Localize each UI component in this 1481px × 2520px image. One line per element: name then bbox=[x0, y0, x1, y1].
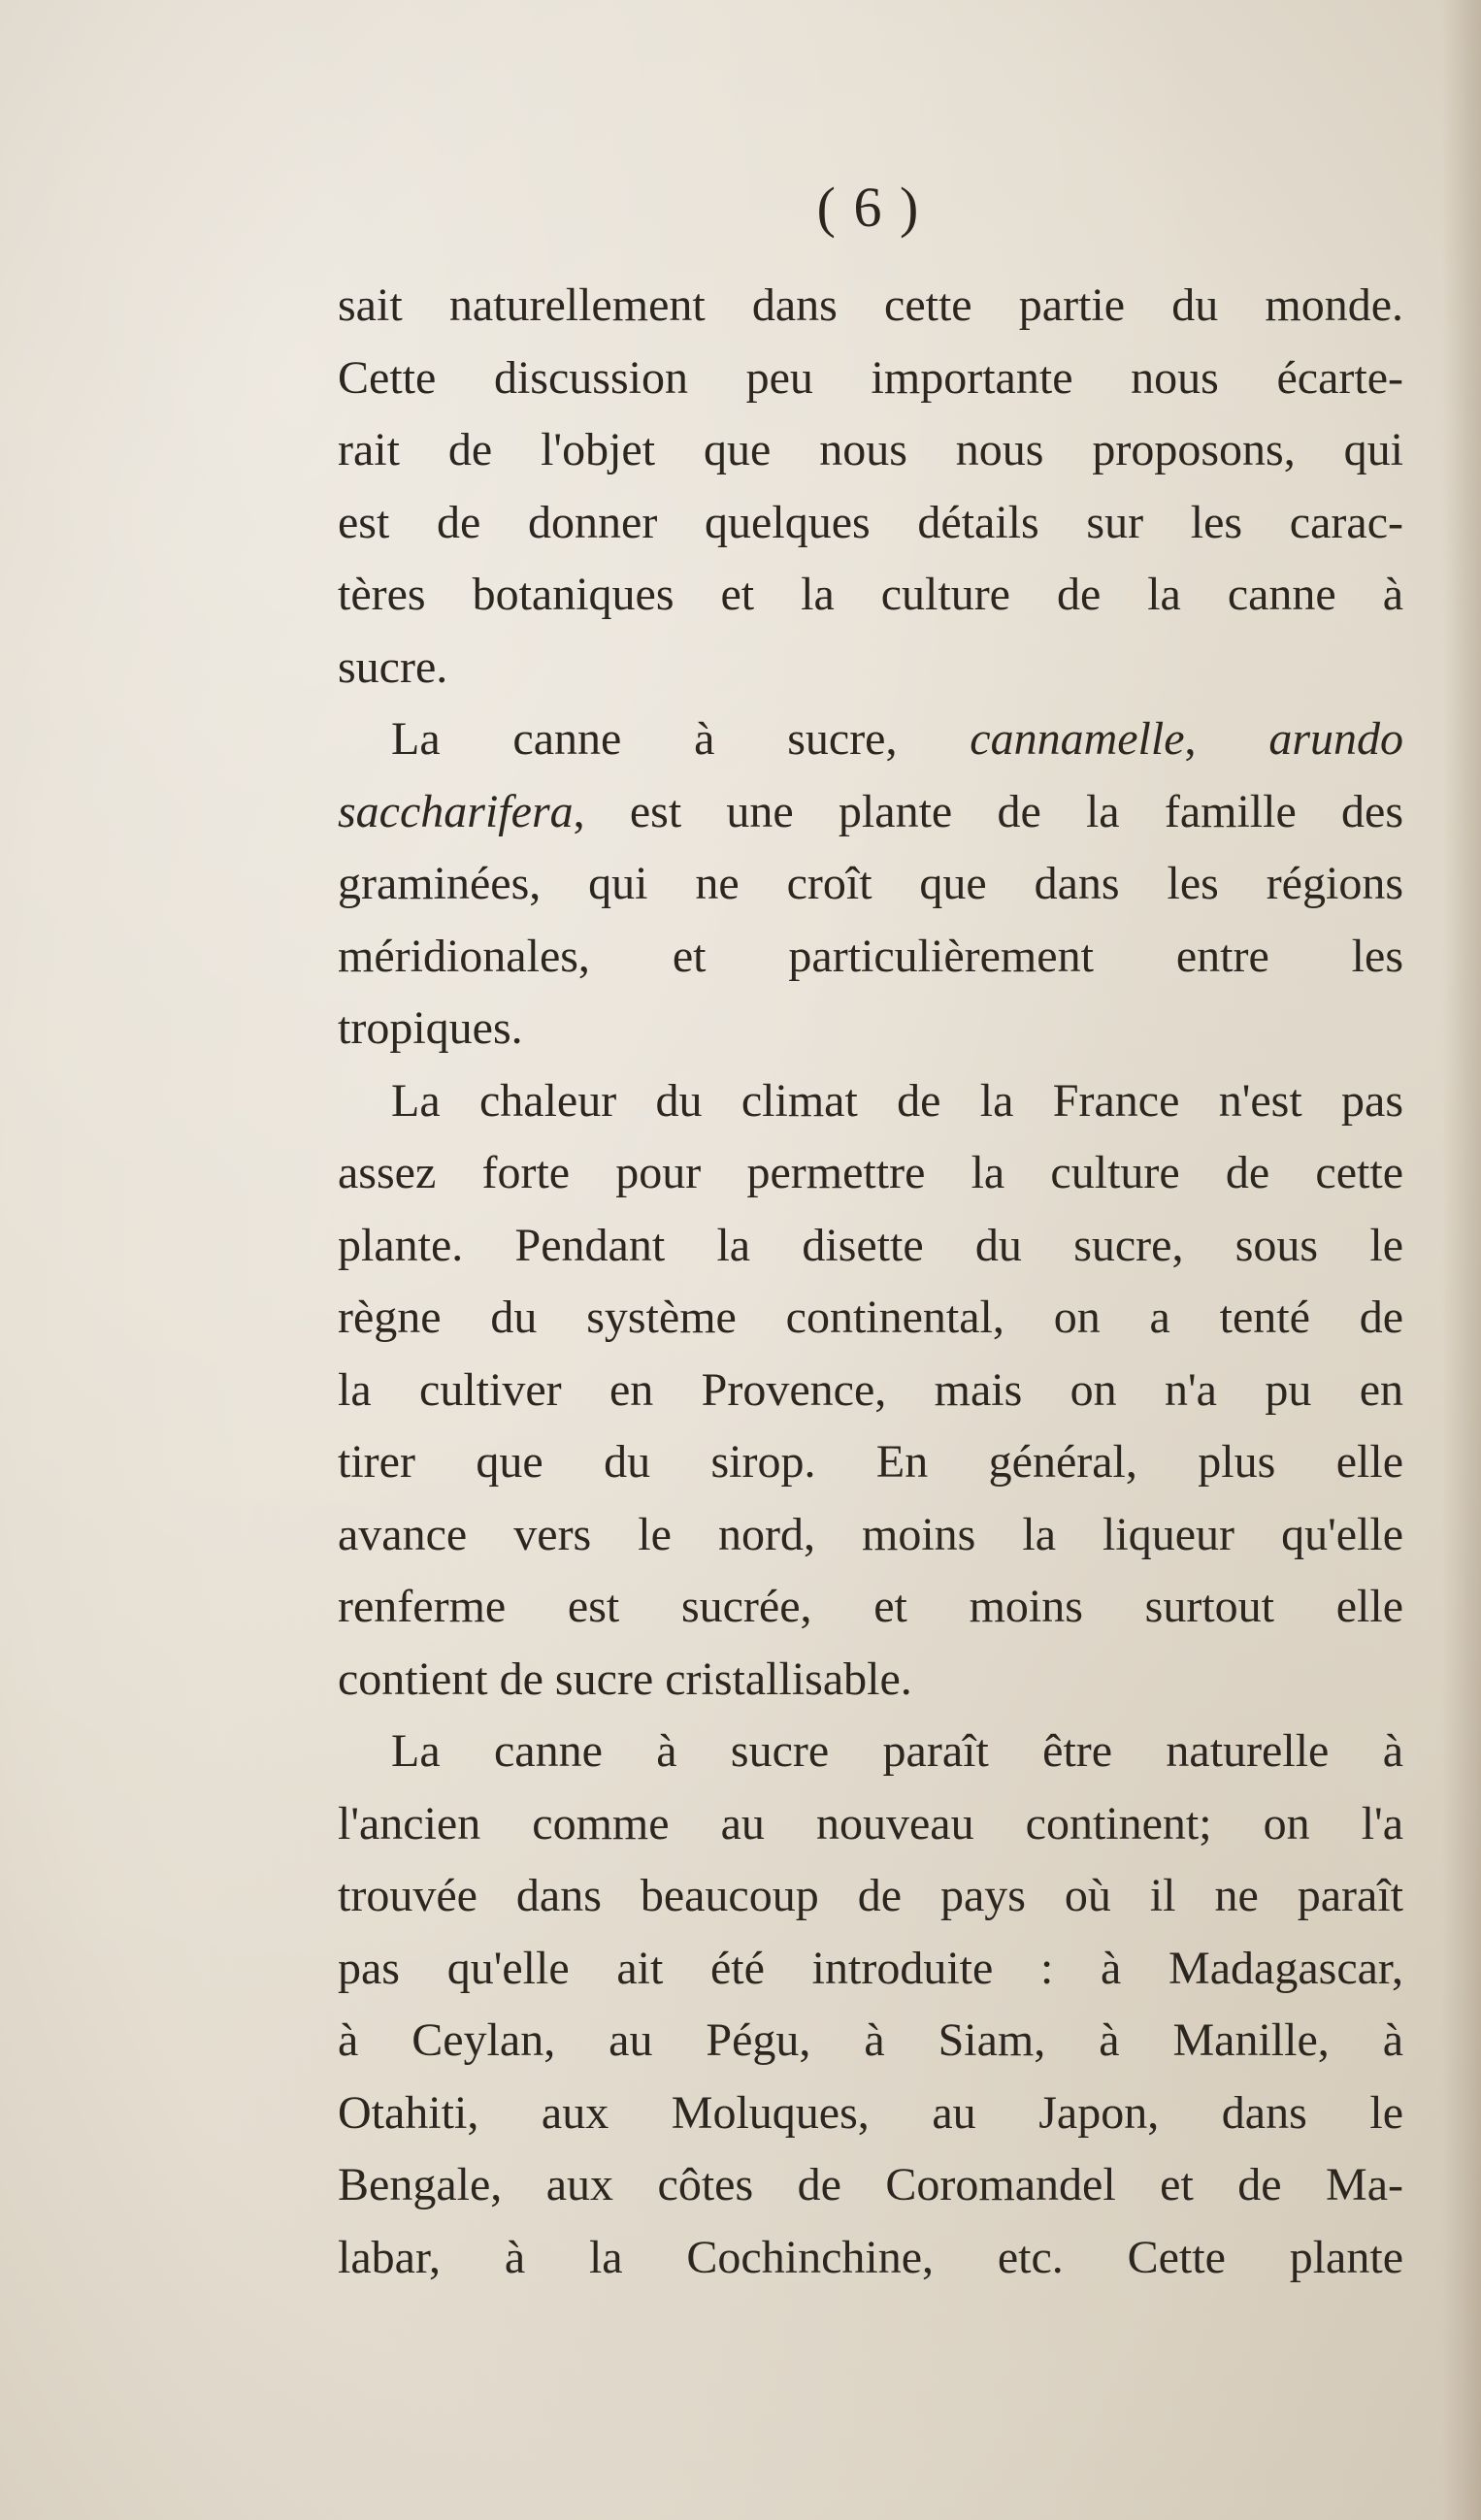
text-span: La canne à sucre, bbox=[391, 713, 971, 765]
text-line bbox=[338, 776, 1403, 849]
italic-term: saccharifera bbox=[338, 785, 574, 837]
italic-term: arundo bbox=[1268, 713, 1403, 765]
text-line: la cultiver en Provence, mais on n'a pu en bbox=[338, 1363, 1403, 1416]
text-span: , bbox=[1184, 713, 1269, 765]
page-edge-shadow bbox=[1442, 0, 1481, 2520]
text-line: à Ceylan, au Pégu, à Siam, à Manille, à bbox=[338, 2014, 1403, 2066]
text-line: contient de sucre cristallisable. bbox=[338, 1653, 912, 1705]
text-line: La canne à sucre paraît être naturelle à bbox=[391, 1725, 1403, 1777]
text-line: sait naturellement dans cette partie du monde. bbox=[338, 279, 1403, 331]
text-line: Otahiti, aux Moluques, au Japon, dans le bbox=[338, 2086, 1403, 2139]
text-line: sucre. bbox=[338, 640, 448, 693]
text-line bbox=[338, 704, 1403, 776]
text-line: méridionales, et particulièrement entre les bbox=[338, 930, 1403, 982]
text-line: Cette discussion peu importante nous écarte- bbox=[338, 351, 1403, 404]
text-line: tères botaniques et la culture de la canne à bbox=[338, 569, 1403, 620]
text-line: pas qu'elle ait été introduite : à Madagascar, bbox=[338, 1942, 1403, 1994]
text-span: , est une plante de la famille des bbox=[573, 785, 1403, 837]
text-line: labar, à la Cochinchine, etc. Cette plante bbox=[338, 2231, 1403, 2283]
text-line: renferme est sucrée, et moins surtout elle bbox=[338, 1581, 1403, 1632]
text-line: La chaleur du climat de la France n'est pas bbox=[391, 1074, 1403, 1127]
italic-term: cannamelle bbox=[970, 713, 1185, 765]
text-line: graminées, qui ne croît que dans les régions bbox=[338, 858, 1403, 909]
text-line: assez forte pour permettre la culture de cette bbox=[338, 1147, 1403, 1198]
text-line: tropiques. bbox=[338, 1002, 523, 1054]
text-line: l'ancien comme au nouveau continent; on l'a bbox=[338, 1797, 1403, 1849]
text-line: avance vers le nord, moins la liqueur qu'elle bbox=[338, 1508, 1403, 1560]
text-line: règne du système continental, on a tenté de bbox=[338, 1292, 1403, 1343]
text-line: tirer que du sirop. En général, plus elle bbox=[338, 1436, 1403, 1488]
text-line: trouvée dans beaucoup de pays où il ne paraît bbox=[338, 1870, 1403, 1921]
body-text bbox=[338, 270, 1403, 2294]
text-line: Bengale, aux côtes de Coromandel et de Ma- bbox=[338, 2159, 1403, 2210]
text-line: est de donner quelques détails sur les carac- bbox=[338, 496, 1403, 548]
text-line: rait de l'objet que nous nous proposons, qui bbox=[338, 424, 1403, 475]
text-line: plante. Pendant la disette du sucre, sous le bbox=[338, 1219, 1403, 1271]
page-number: ( 6 ) bbox=[816, 176, 921, 239]
